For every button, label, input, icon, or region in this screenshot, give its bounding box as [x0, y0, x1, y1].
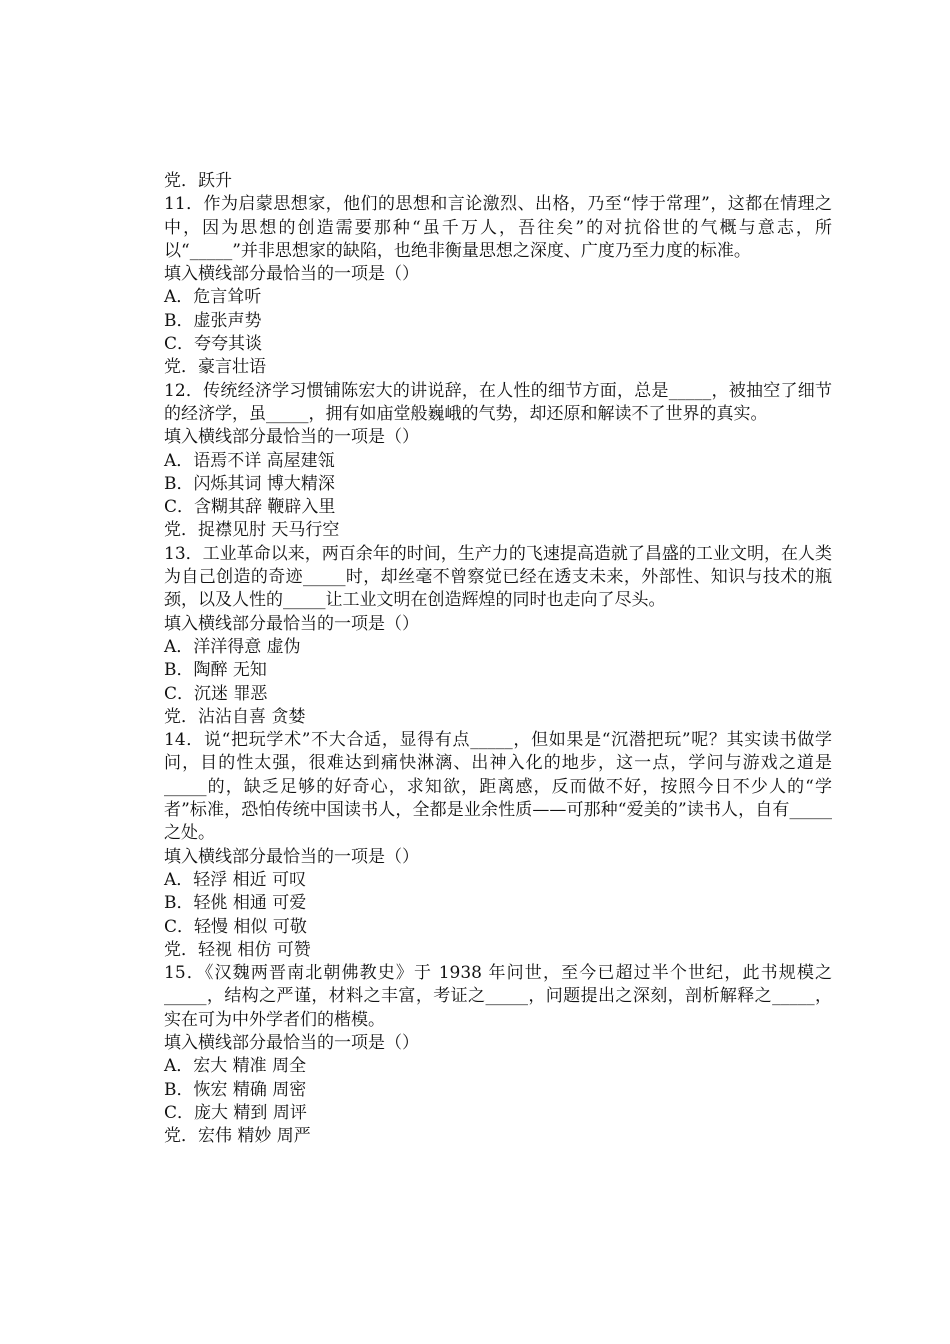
option-c-q11: C．夸夸其谈 [164, 334, 263, 355]
option-b-q15: B．恢宏 精确 周密 [164, 1079, 307, 1100]
option-c-q15: C．庞大 精到 周评 [164, 1102, 307, 1123]
option-a-q12: A．语焉不详 高屋建瓴 [164, 450, 335, 471]
option-b-q11: B．虚张声势 [164, 310, 262, 331]
option-b-q14: B．轻佻 相通 可爱 [164, 893, 307, 914]
option-d-q12: 党．捉襟见肘 天马行空 [164, 520, 340, 541]
question-15-stem: 15．《汉魏两晋南北朝佛教史》于 1938 年问世，至今已超过半个世纪，此书规模之_____，结构之严谨，材料之丰富，考证之_____，问题提出之深刻，剖析解释之_____，实在可为中外学者们的楷模。 [164, 963, 832, 1030]
option-c-q13: C．沉迷 罪恶 [164, 683, 268, 704]
option-d-q11: 党．豪言壮语 [164, 357, 266, 378]
question-12-stem: 12．传统经济学习惯铺陈宏大的讲说辞，在人性的细节方面，总是_____，被抽空了细节的经济学，虽_____，拥有如庙堂般巍峨的气势，却还原和解读不了世界的真实。 [164, 380, 832, 424]
question-15-prompt: 填入横线部分最恰当的一项是（） [164, 1032, 419, 1053]
option-d-q13: 党．沾沾自喜 贪婪 [164, 706, 306, 727]
question-13-prompt: 填入横线部分最恰当的一项是（） [164, 613, 419, 634]
option-a-q13: A．洋洋得意 虚伪 [164, 636, 301, 657]
option-d-q10: 党．跃升 [164, 171, 232, 191]
option-b-q12: B．闪烁其词 博大精深 [164, 473, 335, 494]
option-a-q15: A．宏大 精准 周全 [164, 1056, 307, 1077]
question-11-stem: 11．作为启蒙思想家，他们的思想和言论激烈、出格，乃至“悖于常理”，这都在情理之中，因为思想的创造需要那种“虽千万人，吾往矣”的对抗俗世的气概与意志，所以“_____”并非思想家的缺陷，也绝非衡量思想之深度、广度乃至力度的标准。 [164, 194, 832, 261]
option-b-q13: B．陶醉 无知 [164, 660, 267, 681]
option-c-q12: C．含糊其辞 鞭辟入里 [164, 497, 336, 518]
question-11-prompt: 填入横线部分最恰当的一项是（） [164, 264, 419, 285]
option-d-q15: 党．宏伟 精妙 周严 [164, 1126, 311, 1147]
option-c-q14: C．轻慢 相似 可敬 [164, 916, 307, 937]
question-12-prompt: 填入横线部分最恰当的一项是（） [164, 427, 419, 448]
option-a-q14: A．轻浮 相近 可叹 [164, 869, 307, 890]
option-a-q11: A．危言耸听 [164, 287, 262, 308]
option-d-q14: 党．轻视 相仿 可赞 [164, 939, 311, 960]
question-13-stem: 13．工业革命以来，两百余年的时间，生产力的飞速提高造就了昌盛的工业文明，在人类为自己创造的奇迹_____时，却丝毫不曾察觉已经在透支未来，外部性、知识与技术的瓶颈，以及人性的_____让工业文明在创造辉煌的同时也走向了尽头。 [164, 543, 832, 611]
document-body [128, 170, 832, 1148]
question-14-prompt: 填入横线部分最恰当的一项是（） [164, 846, 419, 867]
question-14-stem: 14．说“把玩学术”不大合适，显得有点_____，但如果是“沉潜把玩”呢？其实读书做学问，目的性太强，很难达到痛快淋漓、出神入化的地步，这一点，学问与游戏之道是_____的，缺乏足够的好奇心，求知欲，距离感，反而做不好，按照今日不少人的“学者”标准，恐怕传统中国读书人，全都是业余性质——可那种“爱美的”读书人，自有_____之处。 [164, 730, 832, 844]
